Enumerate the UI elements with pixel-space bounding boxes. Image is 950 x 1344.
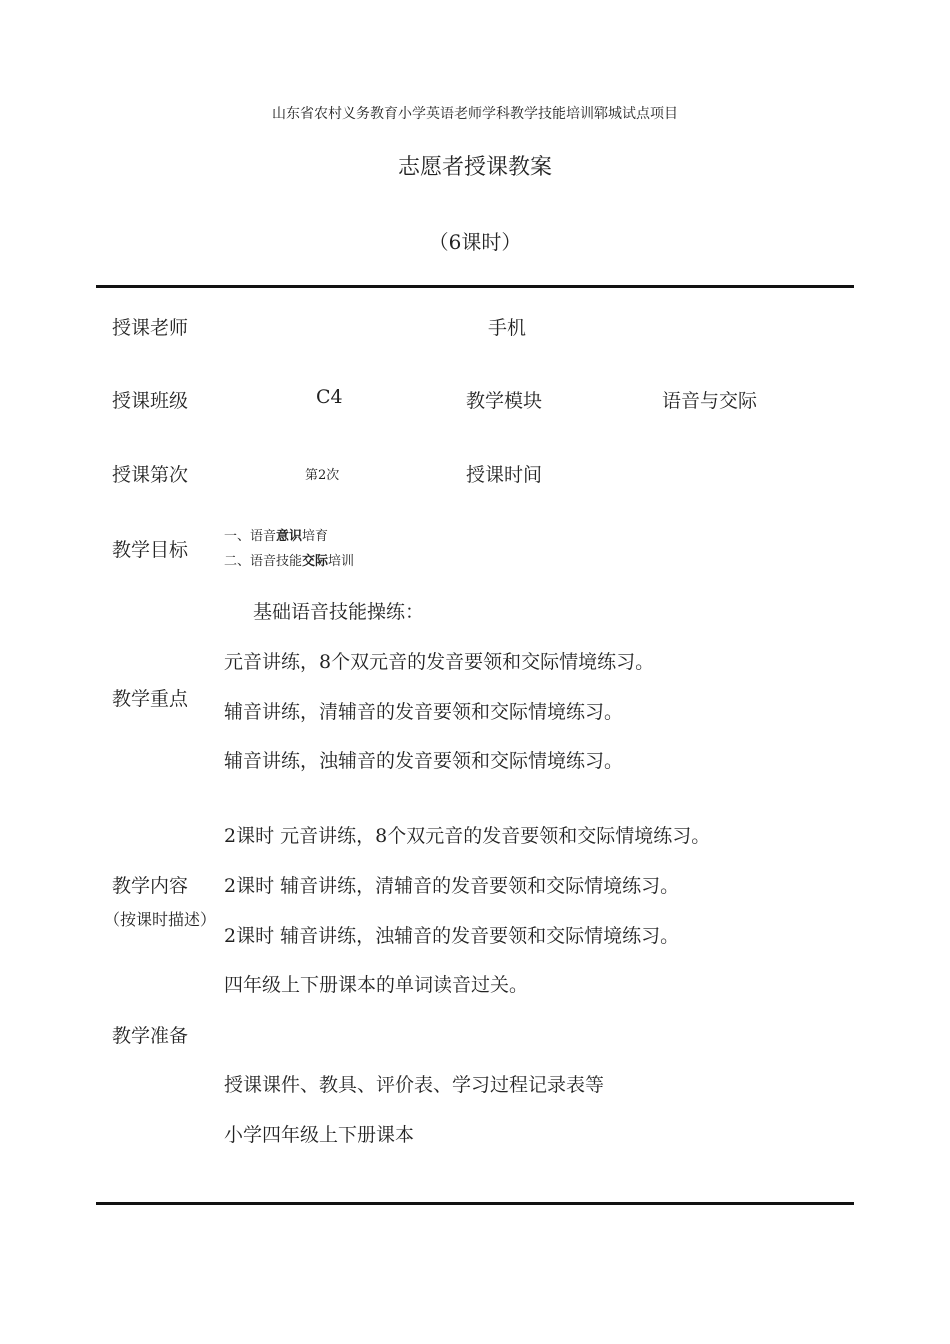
- key-points-label: 教学重点: [112, 688, 189, 710]
- teacher-label: 授课老师: [112, 317, 189, 339]
- project-title: 山东省农村义务教育小学英语老师学科教学技能培训郓城试点项目: [272, 106, 678, 122]
- top-rule: [96, 285, 854, 288]
- class-value: C4: [316, 386, 343, 408]
- bottom-rule: [96, 1202, 854, 1205]
- content-line: 2课时 辅音讲练，浊辅音的发音要领和交际情境练习。: [224, 925, 680, 947]
- preparation-line: 授课课件、教具、评价表、学习过程记录表等: [224, 1074, 605, 1096]
- objective-item-1: 一、语音意识培育: [224, 529, 329, 544]
- objectives-label: 教学目标: [112, 539, 189, 561]
- teacher-value: 手机: [488, 317, 527, 339]
- objective-item-2: 二、语音技能交际培训: [224, 554, 355, 569]
- content-line: 四年级上下册课本的单词读音过关。: [224, 974, 529, 996]
- content-note: （按课时描述）: [104, 910, 217, 929]
- key-point-line: 辅音讲练，浊辅音的发音要领和交际情境练习。: [224, 750, 624, 772]
- preparation-line: 小学四年级上下册课本: [224, 1124, 415, 1146]
- document-title: 志愿者授课教案: [397, 155, 552, 180]
- key-point-line: 元音讲练，8个双元音的发音要领和交际情境练习。: [224, 651, 655, 673]
- course-hours: （6课时）: [428, 230, 522, 254]
- content-label: 教学内容: [112, 875, 189, 897]
- key-point-line: 基础语音技能操练：: [253, 601, 425, 623]
- class-label: 授课班级: [112, 390, 189, 412]
- module-label: 教学模块: [466, 390, 543, 412]
- content-line: 2课时 元音讲练，8个双元音的发音要领和交际情境练习。: [224, 825, 711, 847]
- content-line: 2课时 辅音讲练，清辅音的发音要领和交际情境练习。: [224, 875, 680, 897]
- module-value: 语音与交际: [662, 390, 758, 412]
- session-value: 第2次: [305, 468, 340, 483]
- key-point-line: 辅音讲练，清辅音的发音要领和交际情境练习。: [224, 701, 624, 723]
- session-label: 授课第次: [112, 464, 189, 486]
- time-label: 授课时间: [466, 464, 543, 486]
- preparation-label: 教学准备: [112, 1025, 189, 1047]
